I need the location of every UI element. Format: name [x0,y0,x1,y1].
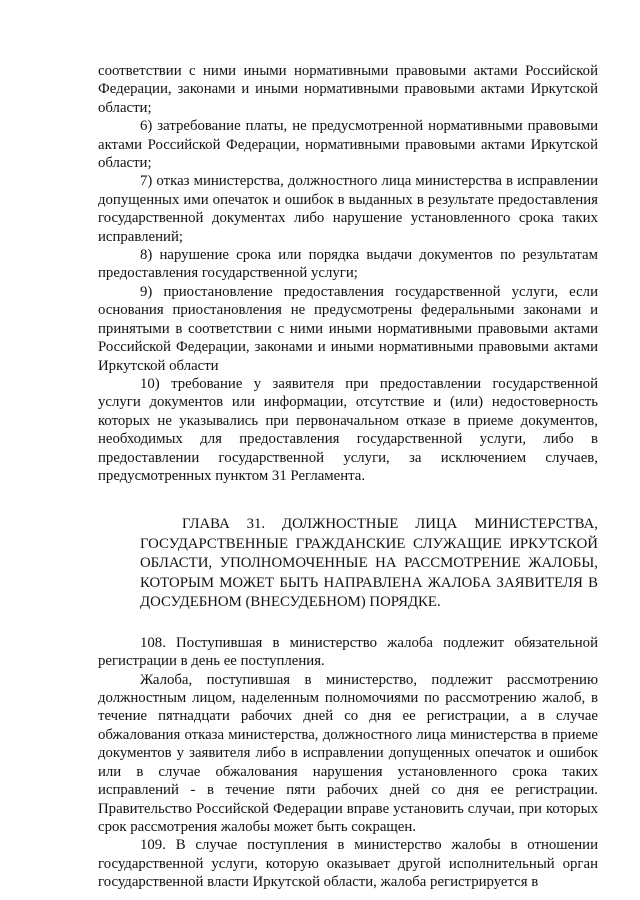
paragraph-item-9: 9) приостановление предоставления государственной услуги, если основания приостановления не предусмотрены федеральными законами и принятыми в соответствии с ними иными нормативными правовыми актами Российской Федерации, законами и иными нормативными правовыми актами Иркутской области [98,283,598,374]
paragraph-item-6: 6) затребование платы, не предусмотренной нормативными правовыми актами Российской Федерации, нормативными правовыми актами Иркутской области; [98,118,598,172]
chapter-heading [98,515,598,613]
section-spacer [98,613,598,634]
paragraph-complaint-review: Жалоба, поступившая в министерство, подлежит рассмотрению должностным лицом, наделенным полномочиями по рассмотрению жалоб, в течение пятнадцати рабочих дней со дня ее регистрации, а в случае обжалования отказа министерства, должностного лица министерства в приеме документов у заявителя либо в исправлении допущенных опечаток и ошибок или в случае обжалования нарушения установленного срока таких исправлений - в течение пяти рабочих дней со дня ее регистрации. Правительство Российской Федерации вправе установить случаи, при которых срок рассмотрения жалобы может быть сокращен. [98,671,598,835]
chapter-heading-line: ДОСУДЕБНОМ (ВНЕСУДЕБНОМ) ПОРЯДКЕ. [140,594,441,611]
paragraph-108: 108. Поступившая в министерство жалоба подлежит обязательной регистрации в день ее поступления. [98,634,598,670]
paragraph-item-7: 7) отказ министерства, должностного лица министерства в исправлении допущенных ими опечаток и ошибок в выданных в результате предоставления государственной документах либо нарушение установленного срока таких исправлений; [98,173,598,245]
paragraph-item-10: 10) требование у заявителя при предоставлении государственной услуги документов или информации, отсутствие и (или) недостоверность которых не указывались при первоначальном отказе в приеме документов, необходимых для предоставления государственной услуги, либо в предоставлении государственной услуги, за исключением случаев, предусмотренных пунктом 31 Регламента. [98,375,598,484]
chapter-heading-line: ГЛАВА 31. ДОЛЖНОСТНЫЕ ЛИЦА МИНИСТЕРСТВА, [182,516,598,533]
chapter-heading-line: ОБЛАСТИ, УПОЛНОМОЧЕННЫЕ НА РАССМОТРЕНИЕ ЖАЛОБЫ, [140,555,598,572]
chapter-heading-line: КОТОРЫМ МОЖЕТ БЫТЬ НАПРАВЛЕНА ЖАЛОБА ЗАЯВИТЕЛЯ В [140,574,598,591]
paragraph-continuation: соответствии с ними иными нормативными правовыми актами Российской Федерации, законами и иными нормативными правовыми актами Иркутской области; [98,63,598,116]
chapter-heading-line: ГОСУДАРСТВЕННЫЕ ГРАЖДАНСКИЕ СЛУЖАЩИЕ ИРКУТСКОЙ [140,535,598,552]
paragraph-109: 109. В случае поступления в министерство жалобы в отношении государственной услуги, которую оказывает другой исполнительный орган государственной власти Иркутской области, жалоба регистрируется в [98,837,598,891]
paragraph-item-8: 8) нарушение срока или порядка выдачи документов по результатам предоставления государственной услуги; [98,247,598,282]
